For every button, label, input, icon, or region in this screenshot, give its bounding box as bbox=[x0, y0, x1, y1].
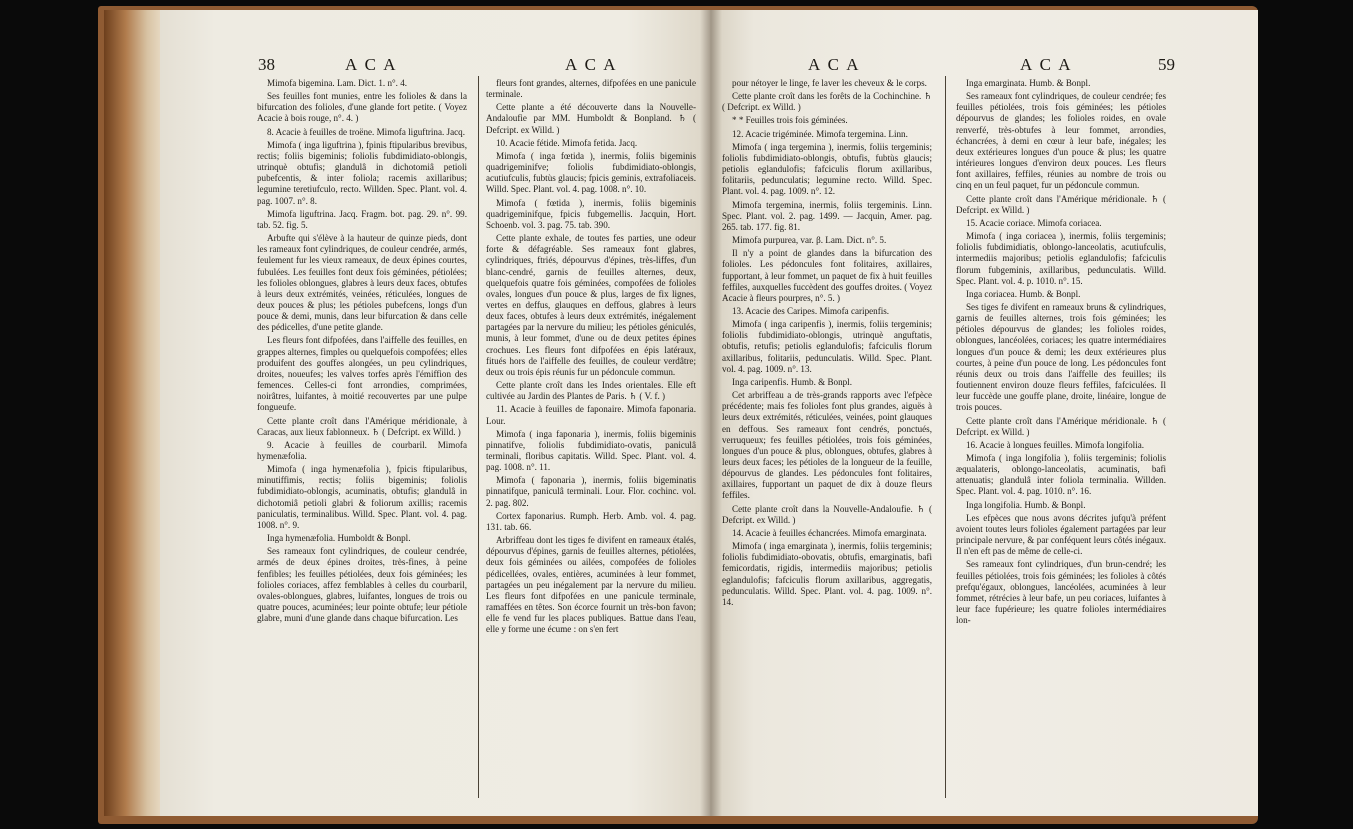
paragraph: Ses rameaux font cylindriques, de couleur cendrée; fes feuilles pétiolées, trois fois géminées; les pétioles dépourvus de glandes; les folioles roides, en ovale renverfé, très-obtufes à leur fommet, arrondies, échancrées, à demi en cœur à leur bafe, inégales; les deux extérieures longues d'un pouce & plus; les quatre intérieures longues d'environ deux pouces. Les fleurs font axillaires, feffiles, réunies au nombre de trois ou cinq en un feul paquet, fur un pédoncule commun. bbox=[956, 91, 1166, 191]
page-block-edge bbox=[104, 10, 166, 816]
paragraph: Cette plante croît dans l'Amérique méridionale, à Caracas, aux lieux fablonneux. ♄ ( Defcript. ex Willd. ) bbox=[257, 415, 467, 437]
paragraph: Les fleurs font difpofées, dans l'aiffelle des feuilles, en grappes alternes, fimples ou quelquefois compofées; elles produifent des gouffes alongées, un peu cylindriques, droites, noueufes; les valves torfes après l'émiffion des femences. Celles-ci font arrondies, comprimées, noirâtres, luifantes, à moitié recouvertes par une pulpe fongueufe. bbox=[257, 335, 467, 413]
paragraph: Inga coriacea. Humb. & Bonpl. bbox=[966, 288, 1081, 299]
paragraph: Ses rameaux font cylindriques, d'un brun-cendré; les feuilles pétiolées, trois fois géminées; les folioles à côtés prefqu'égaux, oblongues, lancéolées, acuminées à leur fommet, rétrécies à leur bafe, un peu coriaces, luifantes à leur face fupérieure; les quatre folioles intermédiaires lon- bbox=[956, 559, 1166, 626]
paragraph: 16. Acacie à longues feuilles. Mimofa longifolia. bbox=[966, 439, 1145, 450]
paragraph: Cortex faponarius. Rumph. Herb. Amb. vol. 4. pag. 131. tab. 66. bbox=[486, 510, 696, 532]
paragraph: 10. Acacie fétide. Mimofa fetida. Jacq. bbox=[496, 137, 638, 148]
paragraph: * * Feuilles trois fois géminées. bbox=[732, 115, 848, 126]
right-column-1 bbox=[722, 78, 932, 798]
paragraph: Mimofa ( inga tergemina ), inermis, foliis tergeminis; foliolis fubdimidiato-oblongis, obtufis, fubtùs glaucis; petiolis eglandulofis; fafciculis florum axillaribus, folitariis, pedunculatis; legumine recto. Willd. Spec. Plant. vol. 4. pag. 1009. n°. 12. bbox=[722, 141, 932, 197]
paragraph: Mimofa tergemina, inermis, foliis tergeminis. Linn. Spec. Plant. vol. 2. pag. 1499. — Jacquin, Amer. pag. 265. tab. 177. fig. 81. bbox=[722, 199, 932, 232]
paragraph: Cette plante croît dans l'Amérique méridionale. ♄ ( Defcript. ex Willd. ) bbox=[956, 193, 1166, 215]
paragraph: Cette plante exhale, de toutes fes parties, une odeur forte & défagréable. Ses rameaux font glabres, cylindriques, ftriés, dépourvus d'épines, très-liffes, d'un blanc-cendré, garnis de feuilles alternes, deux, quelquefois quatre fois géminées, compofées de folioles ovales, longues d'un pouce & plus, larges de fix lignes, vertes en deffus, glauques en deffous, glabres à leurs deux faces, obtufes à leurs deux extrémités, inégalement partagées par la nervure du milieu; les pétioles géniculés, munis, à leur fommet, d'une ou de deux petites épines crochues. Les fleurs font difpofées en épis latéraux, fitués hors de l'aiffelle des feuilles, de couleur verdâtre; deux ou trois épis réunis fur un pédoncule commun. bbox=[486, 233, 696, 377]
paragraph: Inga emarginata. Humb. & Bonpl. bbox=[966, 78, 1091, 88]
paragraph: Mimofa ( inga fœtida ), inermis, foliis bigeminis quadrigeminifve; foliolis fubdimidiato-oblongis, acutiufculis, fubtùs glaucis; fpicis geminis, extrafoliaceis. Willd. Spec. Plant. vol. 4. pag. 1008. n°. 10. bbox=[486, 150, 696, 195]
paragraph: Ses feuilles font munies, entre les folioles & dans la bifurcation des folioles, d'une glande fort petite. ( Voyez Acacie à bois rouge, n°. 4. ) bbox=[257, 91, 467, 124]
left-column-1 bbox=[257, 78, 467, 798]
paragraph: Mimofa ( fœtida ), inermis, foliis bigeminis quadrigeminifque, fpicis fubgemellis. Jacquin, Hort. Schoenb. vol. 3. pag. 75. tab. 390. bbox=[486, 197, 696, 230]
paragraph: Mimofa ( inga liguftrina ), fpinis ftipularibus brevibus, rectis; foliis bigeminis; foliolis fubdimidiato-oblongis, utrinquè obtufis; glandulâ in dichotomiâ petioli pubefcentis, & inter foliola; racemis axillaribus; legumine teretiufculo, recto. Willden. Spec. Plant. vol. 4. pag. 1007. n°. 8. bbox=[257, 139, 467, 206]
paragraph: Cette plante croît dans les Indes orientales. Elle eft cultivée au Jardin des Plantes de Paris. ♄ ( V. f. ) bbox=[486, 380, 696, 402]
right-column-2 bbox=[956, 78, 1166, 798]
paragraph: Inga longifolia. Humb. & Bonpl. bbox=[966, 499, 1086, 510]
paragraph: Mimofa ( inga hymenæfolia ), fpicis ftipularibus, minutiffimis, rectis; foliis bigeminis; foliolis fubdimidiato-oblongis, acuminatis, obtufis; glandulâ in dichotomiâ petioli glabri & foliorum axillis; racemis paniculatis, terminalibus. Willd. Spec. Plant. vol. 4. pag. 1008. n°. 9. bbox=[257, 464, 467, 530]
book-gutter bbox=[700, 10, 722, 816]
paragraph: Mimofa ( inga longifolia ), foliis tergeminis; foliolis æqualateris, oblongo-lanceolatis, acuminatis, bafi attenuatis; glandulâ inter foliola terminalia. Willden. Spec. Plant. vol. 4. pag. 1010. n°. 16. bbox=[956, 453, 1166, 497]
paragraph: Mimofa ( inga coriacea ), inermis, foliis tergeminis; foliolis fubdimidiatis, oblongo-lanceolatis, acutiufculis, intermediis majoribus; petiolis eglandulofis; fafciculis florum fubgeminis, axillaribus, pedunculatis. Willd. Spec. Plant. vol. 4. p. 1010. n°. 15. bbox=[956, 231, 1166, 286]
paragraph: Il n'y a point de glandes dans la bifurcation des folioles. Les pédoncules font folitaires, axillaires, fupportant, à leur fommet, un paquet de fix à huit feuilles feffiles, auxquelles fuccèdent des gouffes droites. ( Voyez Acacie à fleurs pourpres, n°. 5. ) bbox=[722, 248, 932, 303]
paragraph: Cette plante a été découverte dans la Nouvelle-Andaloufie par MM. Humboldt & Bonpland. ♄ ( Defcript. ex Willd. ) bbox=[486, 102, 696, 135]
column-divider-right bbox=[945, 76, 946, 798]
paragraph: Mimofa bigemina. Lam. Dict. 1. n°. 4. bbox=[267, 78, 408, 88]
paragraph: Cette plante croît dans la Nouvelle-Andaloufie. ♄ ( Defcript. ex Willd. ) bbox=[722, 503, 932, 525]
paragraph: 12. Acacie trigéminée. Mimofa tergemina. Linn. bbox=[732, 128, 908, 139]
left-running-head-2: A C A bbox=[565, 55, 618, 74]
paragraph: 15. Acacie coriace. Mimofa coriacea. bbox=[966, 217, 1102, 228]
paragraph: Mimofa ( inga caripenfis ), inermis, foliis tergeminis; foliolis fubdimidiato-oblongis, utrinquè anguftatis, obtufis, retufis; petiolis eglandulofis; fafciculis florum axillaribus, folitariis, pedunculatis. Willd. Spec. Plant. vol. 4. pag. 1009. n°. 13. bbox=[722, 319, 932, 374]
paragraph: Mimofa ( inga faponaria ), inermis, foliis bigeminis pinnatifve, foliolis fubdimidiato-ovatis, paniculâ terminali, floribus capitatis. Willd. Spec. Plant. vol. 4. pag. 1008. n°. 11. bbox=[486, 428, 696, 473]
paragraph: Cet arbriffeau a de très-grands rapports avec l'efpèce précédente; mais fes folioles font plus grandes, aiguës à leurs deux extrémités, réticulées, veinées, point glauques en deffous. Ses rameaux font cendrés, ponctués, verruqueux; fes feuilles pétiolées, trois fois géminées, longues d'un pouce & plus, oblongues, obtufes, glabres à leurs deux faces; les pétioles de la longueur de la feuille, dépourvus de glandes. Les pédoncules font folitaires, axillaires, fupportant un paquet de dix à douze fleurs feffiles. bbox=[722, 390, 932, 501]
paragraph: Inga hymenæfolia. Humboldt & Bonpl. bbox=[267, 533, 411, 544]
paragraph: Ses rameaux font cylindriques, de couleur cendrée, armés de deux épines droites, très-fines, à peine fenfibles; les feuilles pétiolées, deux fois géminées; les folioles coriaces, affez femblables à celles du courbaril, ovales-oblongues, glabres, luifantes, longues de trois ou quatre pouces, acuminées; leur pointe obtufe; leur pétiole glabre, muni d'une glande dans chaque bifurcation. Les bbox=[257, 546, 467, 624]
right-running-head-1: A C A bbox=[808, 55, 861, 74]
paragraph: Cette plante croît dans les forêts de la Cochinchine. ♄ ( Defcript. ex Willd. ) bbox=[722, 91, 932, 113]
right-running-head-2: A C A bbox=[1020, 55, 1073, 74]
paragraph: Arbufte qui s'élève à la hauteur de quinze pieds, dont les rameaux font cylindriques, de couleur cendrée, armés, feulement fur les vieux rameaux, de deux épines courtes, fubulées. Les feuilles font deux fois géminées, pétiolées; les folioles oblongues, glabres à leurs deux faces, obtufes à leurs deux extrémités, veinées, réticulées, longues de deux pouces & plus; les pétioles pubefcens, longs d'un pouce & demi, munis, dans leur bifurcation & dans celle des pédicelles, d'une petite glande. bbox=[257, 233, 467, 333]
column-divider-left bbox=[478, 76, 479, 798]
paragraph: Mimofa purpurea, var. β. Lam. Dict. n°. 5. bbox=[732, 235, 887, 246]
paragraph: Mimofa ( inga emarginata ), inermis, foliis tergeminis; foliolis fubdimidiato-obovatis, obtufis, emarginatis, bafi femicordatis, rigidis, intermediis majoribus; petiolis eglandulofis; fafciculis florum axillaribus, aggregatis, pedunculatis. Willd. Spec. Plant. vol. 4. pag. 1009. n°. 14. bbox=[722, 541, 932, 607]
paragraph: 11. Acacie à feuilles de faponaire. Mimofa faponaria. Lour. bbox=[486, 404, 696, 426]
left-running-head-1: A C A bbox=[345, 55, 398, 74]
paragraph: 13. Acacie des Caripes. Mimofa caripenfis. bbox=[732, 305, 890, 316]
paragraph: 8. Acacie à feuilles de troëne. Mimofa liguftrina. Jacq. bbox=[267, 126, 465, 137]
paragraph: 9. Acacie à feuilles de courbaril. Mimofa hymenæfolia. bbox=[257, 439, 467, 461]
paragraph: Mimofa ( faponaria ), inermis, foliis bigeminatis pinnatifque, paniculâ terminali. Lour. Flor. cochinc. vol. 2. pag. 802. bbox=[486, 475, 696, 508]
paragraph: Ses tiges fe divifent en rameaux bruns & cylindriques, garnis de feuilles alternes, trois fois géminées; les pétioles dépourvus de glandes; les folioles roides, oblongues, lancéolées, coriaces; les quatre intermédiaires longues d'un pouce & demi; les deux extérieures plus courtes, à peine d'un pouce de long. Les pédoncules font réunis deux ou trois dans l'aiffelle des feuilles; ils foutiennent environ douze fleurs feffiles, fafciculées. Il leur fuccède une gouffe plane, droite, linéaire, longue de trois pouces. bbox=[956, 301, 1166, 413]
paragraph: Cette plante croît dans l'Amérique méridionale. ♄ ( Defcript. ex Willd. ) bbox=[956, 415, 1166, 437]
paragraph: Les efpèces que nous avons décrites jufqu'à préfent avoient toutes leurs folioles également partagées par leur principale nervure, & par conféquent leurs côtés inégaux. Il n'en eft pas de même de celle-ci. bbox=[956, 512, 1166, 557]
paragraph: 14. Acacie à feuilles échancrées. Mimofa emarginata. bbox=[732, 527, 927, 538]
paragraph: Mimofa liguftrina. Jacq. Fragm. bot. pag. 29. n°. 99. tab. 52. fig. 5. bbox=[257, 208, 467, 230]
paragraph: Inga caripenfis. Humb. & Bonpl. bbox=[732, 376, 852, 387]
left-page-number: 38 bbox=[258, 55, 275, 74]
paragraph: pour nétoyer le linge, fe laver les cheveux & le corps. bbox=[732, 78, 927, 88]
paragraph: fleurs font grandes, alternes, difpofées en une panicule terminale. bbox=[486, 78, 696, 100]
right-page-number: 59 bbox=[1158, 55, 1175, 74]
paragraph: Arbriffeau dont les tiges fe divifent en rameaux étalés, dépourvus d'épines, garnis de feuilles alternes, pétiolées, deux fois géminées ou ailées, compofées de folioles pédicellées, ovales, entières, acuminées à leur fommet, partagées un peu inégalement par la nervure du milieu. Les fleurs font difpofées en une panicule terminale, ramaffées en têtes. Son écorce fournit un très-bon favon; elle fe vend fur les places publiques. Battue dans l'eau, elle y forme une écume : on s'en fert bbox=[486, 535, 696, 635]
left-column-2 bbox=[486, 78, 696, 798]
